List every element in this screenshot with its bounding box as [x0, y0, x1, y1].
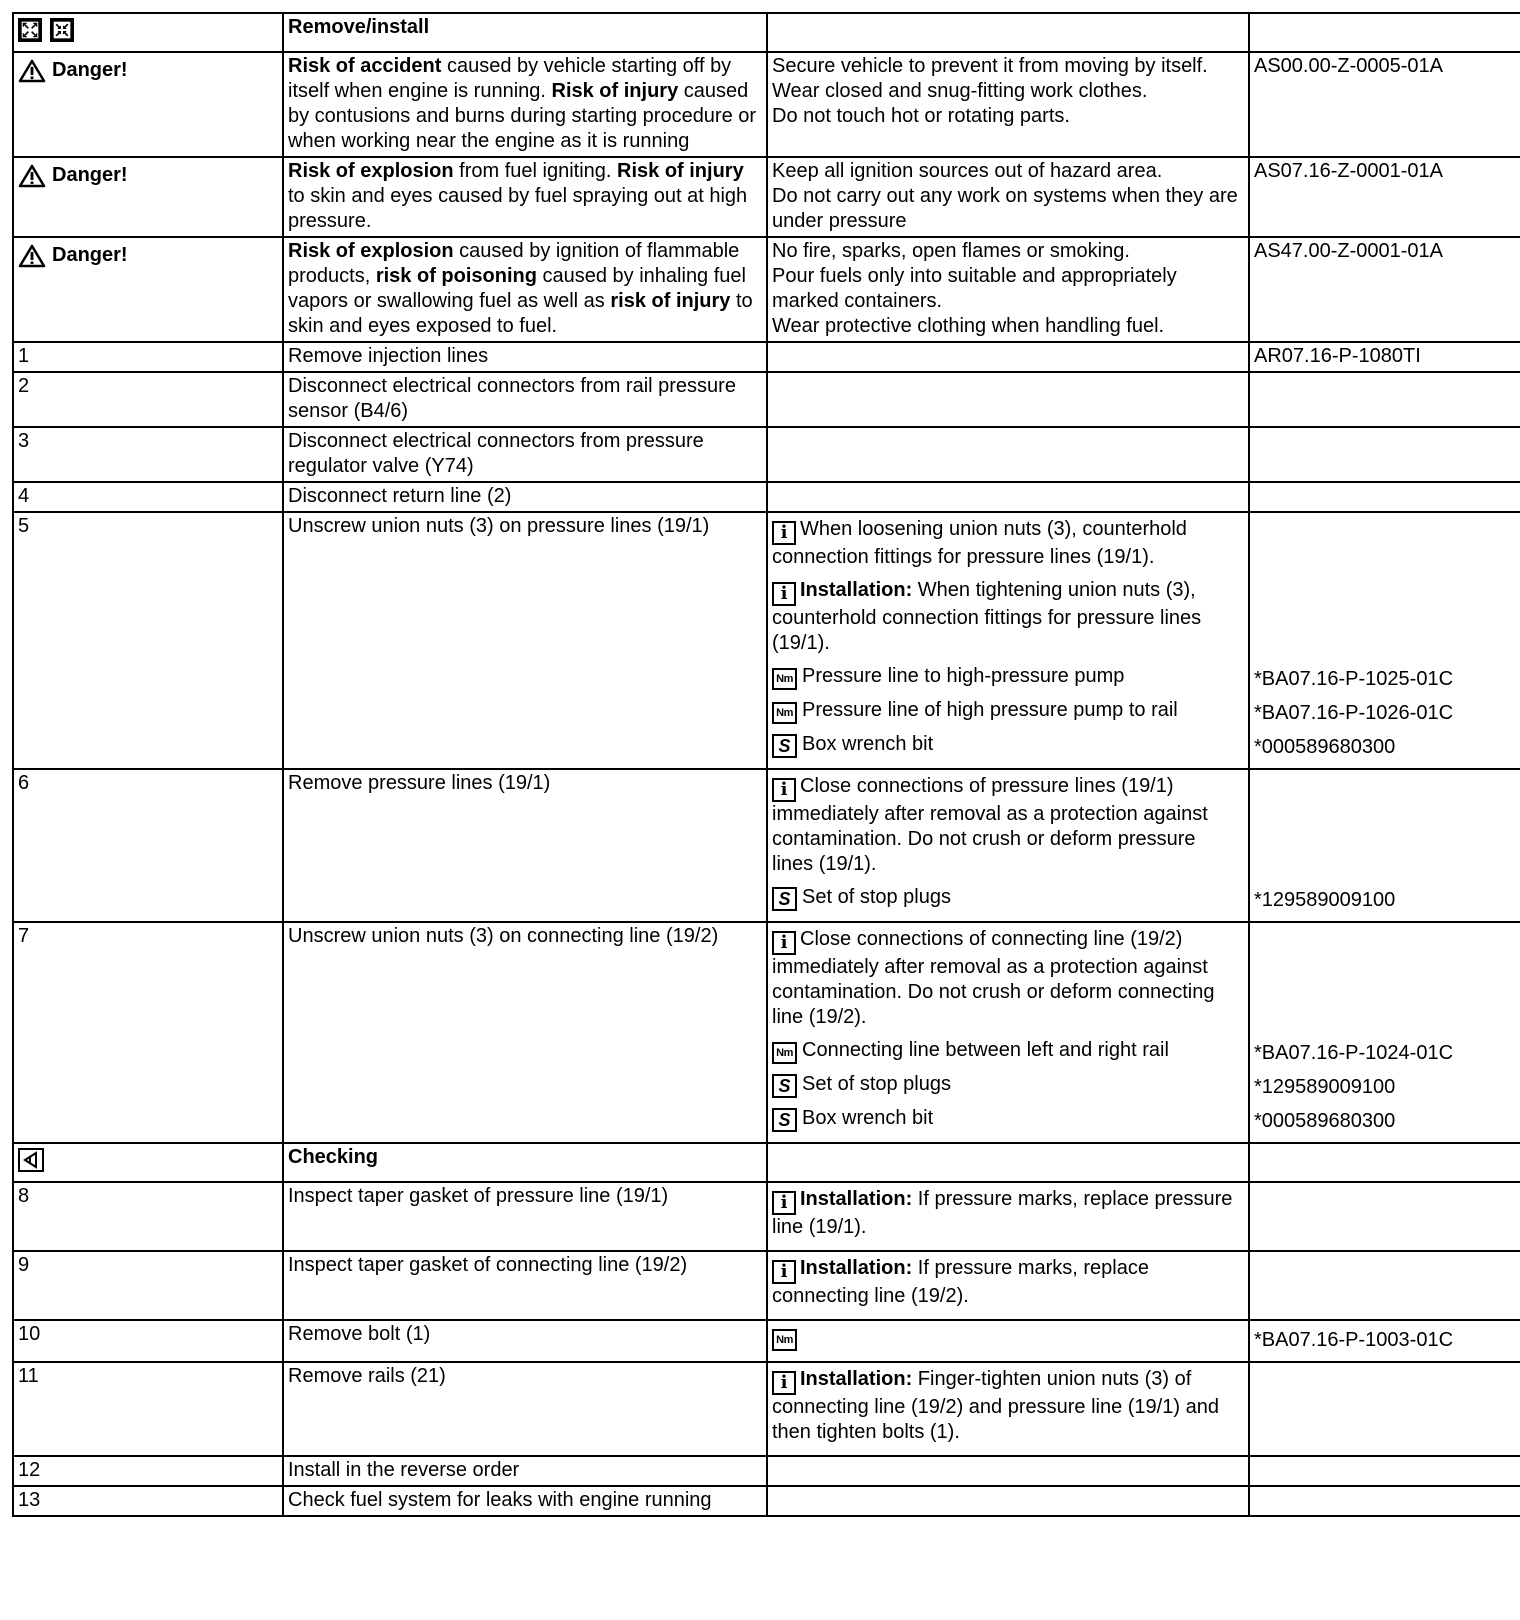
step-code-cell: [1249, 1362, 1520, 1456]
step-code-cell: [1249, 1182, 1520, 1251]
step-code-cell: [1249, 512, 1520, 769]
step-number: 1: [18, 345, 30, 367]
step-action-cell: [283, 922, 767, 1143]
note-code: *BA07.16-P-1003-01C: [1254, 1329, 1454, 1351]
danger-risk-cell: [283, 237, 767, 342]
note-text: Close connections of pressure lines (19/1) immediately after removal as a protection against contamination. Do not crush or deform pressure lines (19/1).: [772, 775, 1208, 875]
step-number: 5: [18, 515, 30, 537]
note-bold: Installation:: [800, 1257, 913, 1279]
step-code-cell: [1249, 482, 1520, 512]
note-text: Set of stop plugs: [802, 886, 951, 908]
step-row: [13, 769, 1520, 922]
note-text: Pressure line of high pressure pump to rail: [802, 699, 1178, 721]
note-text: Set of stop plugs: [802, 1073, 951, 1095]
header-title-text: Remove/install: [288, 16, 430, 38]
step-action-cell: [283, 482, 767, 512]
step-number-cell: [13, 372, 283, 427]
note-entry: [772, 1187, 1242, 1240]
step-row: [13, 1456, 1520, 1486]
step-notes-cell: [767, 1182, 1249, 1251]
note-entry: [772, 774, 1242, 877]
special-tool-icon: S: [772, 887, 797, 911]
step-number: 9: [18, 1254, 30, 1276]
danger-measure-cell: [767, 52, 1249, 157]
note-bold: Installation:: [800, 1368, 913, 1390]
step-code: AR07.16-P-1080TI: [1254, 345, 1421, 367]
torque-icon: Nm: [772, 668, 797, 690]
torque-icon: Nm: [772, 1329, 797, 1351]
step-action: Disconnect electrical connectors from rail pressure sensor (B4/6): [288, 375, 736, 422]
danger-label: [18, 159, 128, 188]
step-row: [13, 342, 1520, 372]
risk-text: caused by vehicle starting off by itself when engine is running.: [288, 55, 732, 102]
step-notes-cell: [767, 769, 1249, 922]
step-action: Remove injection lines: [288, 345, 489, 367]
note-entry: [772, 1106, 1242, 1132]
danger-measure-cell: [767, 157, 1249, 237]
step-row: [13, 482, 1520, 512]
danger-code: AS00.00-Z-0005-01A: [1254, 55, 1444, 77]
step-action-cell: [283, 1362, 767, 1456]
danger-text: Danger!: [52, 164, 128, 186]
step-number: 10: [18, 1323, 41, 1345]
info-icon: i: [772, 1191, 796, 1215]
checking-icon-cell: [13, 1143, 283, 1182]
step-action-cell: [283, 1456, 767, 1486]
step-code-cell: [1249, 922, 1520, 1143]
step-number-cell: [13, 512, 283, 769]
step-action-cell: [283, 427, 767, 482]
step-number: 11: [18, 1365, 39, 1387]
step-notes-cell: [767, 1320, 1249, 1362]
step-row: [13, 512, 1520, 769]
danger-label-cell: [13, 237, 283, 342]
danger-label-cell: [13, 157, 283, 237]
risk-keyword: Risk of explosion: [288, 160, 454, 182]
info-icon: i: [772, 1371, 796, 1395]
procedure-table: [12, 12, 1520, 1517]
header-title: [283, 13, 767, 52]
special-tool-icon: S: [772, 734, 797, 758]
step-action-cell: [283, 1320, 767, 1362]
info-icon: i: [772, 582, 796, 606]
risk-keyword: Risk of explosion: [288, 240, 454, 262]
risk-text: to skin and eyes exposed to fuel.: [288, 290, 753, 337]
step-number-cell: [13, 342, 283, 372]
step-number: 6: [18, 772, 30, 794]
danger-text: Danger!: [52, 59, 128, 81]
note-entry: [772, 578, 1242, 656]
note-bold: Installation:: [800, 579, 913, 601]
danger-row: [13, 237, 1520, 342]
step-row: [13, 1362, 1520, 1456]
note-entry: [772, 1038, 1242, 1064]
danger-code-cell: [1249, 237, 1520, 342]
step-action-cell: [283, 1486, 767, 1516]
special-tool-icon: S: [772, 1074, 797, 1098]
step-notes-cell: [767, 922, 1249, 1143]
step-number: 2: [18, 375, 30, 397]
info-icon: i: [772, 1260, 796, 1284]
step-row: [13, 1486, 1520, 1516]
note-entry: [772, 664, 1242, 690]
step-number-cell: [13, 1251, 283, 1320]
risk-text: to skin and eyes caused by fuel spraying out at high pressure.: [288, 185, 748, 232]
note-entry: [772, 517, 1242, 570]
danger-risk-cell: [283, 157, 767, 237]
note-entry: [772, 1325, 1242, 1351]
step-notes-cell: [767, 482, 1249, 512]
step-number: 13: [18, 1489, 41, 1511]
step-action: Remove rails (21): [288, 1365, 446, 1387]
danger-code: AS47.00-Z-0001-01A: [1254, 240, 1444, 262]
danger-label: [18, 54, 128, 83]
danger-row: [13, 157, 1520, 237]
step-code-cell: [1249, 1456, 1520, 1486]
step-notes-cell: [767, 1486, 1249, 1516]
step-number-cell: [13, 1486, 283, 1516]
header-empty-code-cell: [1249, 13, 1520, 52]
step-code-cell: [1249, 342, 1520, 372]
risk-text: caused by contusions and burns during starting procedure or when working near the engine as it is running: [288, 80, 757, 152]
note-code: *BA07.16-P-1026-01C: [1254, 702, 1454, 724]
note-code: *000589680300: [1254, 736, 1396, 758]
info-icon: i: [772, 931, 796, 955]
danger-risk-cell: [283, 52, 767, 157]
step-action: Install in the reverse order: [288, 1459, 520, 1481]
note-entry: [772, 1367, 1242, 1445]
note-entry: [772, 1072, 1242, 1098]
special-tool-icon: S: [772, 1108, 797, 1132]
step-number-cell: [13, 1456, 283, 1486]
danger-code: AS07.16-Z-0001-01A: [1254, 160, 1444, 182]
note-code: *129589009100: [1254, 1076, 1396, 1098]
step-code-cell: [1249, 1486, 1520, 1516]
step-code-cell: [1249, 1251, 1520, 1320]
header-icons-cell: [13, 13, 283, 52]
info-icon: i: [772, 778, 796, 802]
step-action-cell: [283, 1251, 767, 1320]
note-entry: [772, 698, 1242, 724]
risk-keyword: Risk of accident: [288, 55, 442, 77]
danger-code-cell: [1249, 52, 1520, 157]
warning-triangle-icon: [18, 164, 46, 188]
risk-text: caused by ignition of flammable products,: [288, 240, 740, 287]
step-action-cell: [283, 372, 767, 427]
step-notes-cell: [767, 1456, 1249, 1486]
step-number-cell: [13, 922, 283, 1143]
risk-keyword: Risk of injury: [617, 160, 744, 182]
step-number: 4: [18, 485, 30, 507]
step-action: Inspect taper gasket of pressure line (19/1): [288, 1185, 669, 1207]
step-row: [13, 427, 1520, 482]
step-action: Remove pressure lines (19/1): [288, 772, 551, 794]
danger-measure: Keep all ignition sources out of hazard area. Do not carry out any work on systems when they are under pressure: [772, 160, 1238, 232]
danger-text: Danger!: [52, 244, 128, 266]
note-bold: Installation:: [800, 1188, 913, 1210]
note-text: If pressure marks, replace connecting line (19/2).: [772, 1257, 1149, 1307]
warning-triangle-icon: [18, 244, 46, 268]
checking-row: [13, 1143, 1520, 1182]
step-number-cell: [13, 427, 283, 482]
procedure-sheet: [12, 12, 1507, 1517]
step-number-cell: [13, 482, 283, 512]
step-notes-cell: [767, 1251, 1249, 1320]
note-text: Close connections of connecting line (19/2) immediately after removal as a protection against contamination. Do not crush or deform connecting line (19/2).: [772, 928, 1215, 1028]
note-entry: [772, 1256, 1242, 1309]
step-action-cell: [283, 1182, 767, 1251]
note-text: Finger-tighten union nuts (3) of connecting line (19/2) and pressure line (19/1) and then tighten bolts (1).: [772, 1368, 1219, 1443]
risk-text: caused by inhaling fuel vapors or swallowing fuel as well as: [288, 265, 746, 312]
step-number-cell: [13, 1182, 283, 1251]
install-icon: [50, 18, 74, 42]
step-number: 3: [18, 430, 30, 452]
step-number: 7: [18, 925, 30, 947]
step-code-cell: [1249, 769, 1520, 922]
note-entry: [772, 732, 1242, 758]
warning-triangle-icon: [18, 59, 46, 83]
step-code-cell: [1249, 427, 1520, 482]
note-entry: [772, 885, 1242, 911]
note-entry: [772, 927, 1242, 1030]
step-notes-cell: [767, 427, 1249, 482]
checking-empty-cell: [767, 1143, 1249, 1182]
checking-title: Checking: [288, 1146, 379, 1168]
note-code: *BA07.16-P-1025-01C: [1254, 668, 1454, 690]
danger-code-cell: [1249, 157, 1520, 237]
danger-label: [18, 239, 128, 268]
step-number: 8: [18, 1185, 30, 1207]
note-text: If pressure marks, replace pressure line (19/1).: [772, 1188, 1233, 1238]
step-action-cell: [283, 512, 767, 769]
step-row: [13, 922, 1520, 1143]
note-text: Box wrench bit: [802, 1107, 934, 1129]
danger-label-cell: [13, 52, 283, 157]
step-row: [13, 372, 1520, 427]
danger-measure: Secure vehicle to prevent it from moving by itself. Wear closed and snug-fitting work clothes. Do not touch hot or rotating parts.: [772, 55, 1208, 127]
note-text: Connecting line between left and right rail: [802, 1039, 1169, 1061]
step-row: [13, 1182, 1520, 1251]
step-code-cell: [1249, 372, 1520, 427]
step-action: Check fuel system for leaks with engine running: [288, 1489, 712, 1511]
info-icon: i: [772, 521, 796, 545]
checking-title-cell: [283, 1143, 767, 1182]
step-number-cell: [13, 1320, 283, 1362]
risk-keyword: risk of injury: [610, 290, 731, 312]
step-code-cell: [1249, 1320, 1520, 1362]
step-notes-cell: [767, 1362, 1249, 1456]
step-number-cell: [13, 1362, 283, 1456]
step-action: Disconnect electrical connectors from pressure regulator valve (Y74): [288, 430, 704, 477]
step-action: Inspect taper gasket of connecting line (19/2): [288, 1254, 688, 1276]
step-action: Disconnect return line (2): [288, 485, 512, 507]
step-action: Unscrew union nuts (3) on connecting line (19/2): [288, 925, 719, 947]
step-notes-cell: [767, 372, 1249, 427]
checking-icon: [18, 1148, 44, 1172]
note-text: When tightening union nuts (3), counterhold connection fittings for pressure lines (19/1).: [772, 579, 1202, 654]
note-text: Box wrench bit: [802, 733, 934, 755]
risk-text: from fuel igniting.: [453, 160, 618, 182]
checking-empty-code-cell: [1249, 1143, 1520, 1182]
danger-row: [13, 52, 1520, 157]
step-action: Unscrew union nuts (3) on pressure lines (19/1): [288, 515, 710, 537]
risk-keyword: Risk of injury: [551, 80, 679, 102]
danger-measure: No fire, sparks, open flames or smoking. Pour fuels only into suitable and appropriately marked containers. Wear protective clothing when handling fuel.: [772, 240, 1177, 337]
note-code: *BA07.16-P-1024-01C: [1254, 1042, 1454, 1064]
step-number-cell: [13, 769, 283, 922]
torque-icon: Nm: [772, 702, 797, 724]
step-action-cell: [283, 769, 767, 922]
risk-keyword: risk of poisoning: [375, 265, 537, 287]
header-empty-cell: [767, 13, 1249, 52]
torque-icon: Nm: [772, 1042, 797, 1064]
note-code: *129589009100: [1254, 889, 1396, 911]
danger-measure-cell: [767, 237, 1249, 342]
step-row: [13, 1251, 1520, 1320]
step-notes-cell: [767, 342, 1249, 372]
step-action-cell: [283, 342, 767, 372]
step-notes-cell: [767, 512, 1249, 769]
note-code: *000589680300: [1254, 1110, 1396, 1132]
step-row: [13, 1320, 1520, 1362]
note-text: When loosening union nuts (3), counterhold connection fittings for pressure lines (19/1).: [772, 518, 1187, 568]
remove-icon: [18, 18, 42, 42]
step-number: 12: [18, 1459, 41, 1481]
step-action: Remove bolt (1): [288, 1323, 431, 1345]
note-text: Pressure line to high-pressure pump: [802, 665, 1125, 687]
header-row: [13, 13, 1520, 52]
